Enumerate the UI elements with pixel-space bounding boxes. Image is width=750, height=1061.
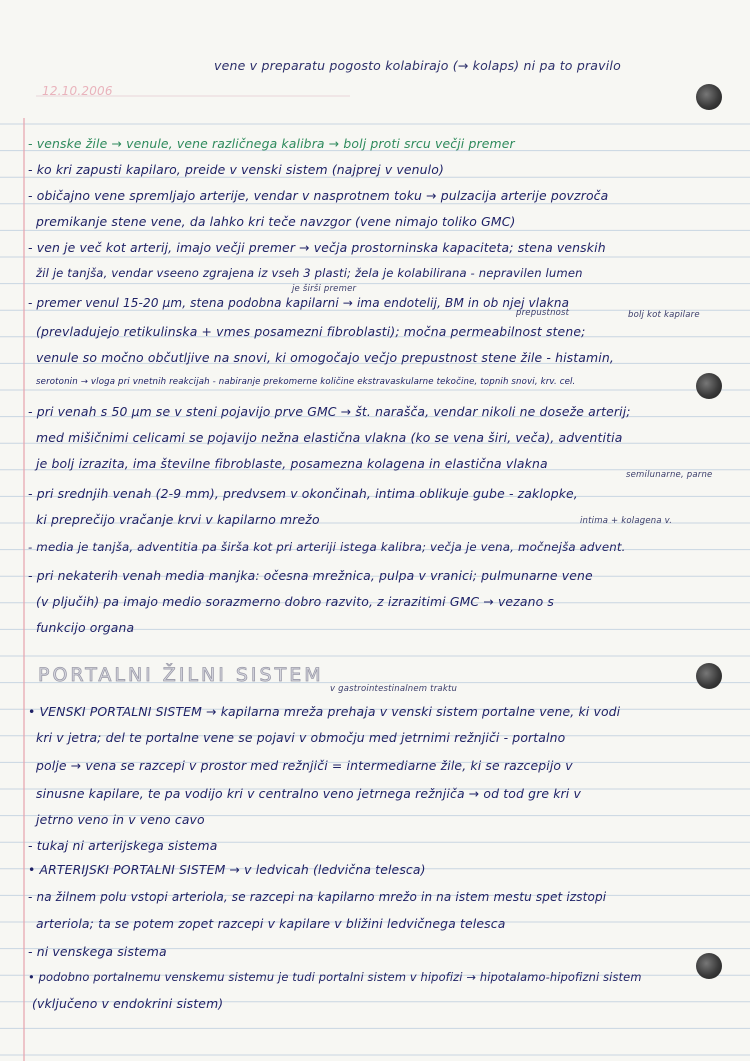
side-note: prepustnost — [516, 308, 570, 318]
note-line: jetrno veno in v veno cavo — [36, 812, 205, 827]
note-line: arteriola; ta se potem zopet razcepi v kapilare v bližini ledvičnega telesca — [36, 916, 506, 931]
section-title: PORTALNI ŽILNI SISTEM — [38, 664, 324, 686]
note-line: med mišičnimi celicami se pojavijo nežna elastična vlakna (ko se vena širi, veča), adventitia — [36, 430, 623, 445]
note-line: - pri nekaterih venah media manjka: očesna mrežnica, pulpa v vranici; pulmunarne vene — [28, 568, 593, 583]
note-line: - pri venah s 50 μm se v steni pojavijo prve GMC → št. narašča, vendar nikoli ne doseže arterij; — [28, 404, 631, 419]
side-note: semilunarne, parne — [626, 470, 713, 480]
side-note: bolj kot kapilare — [628, 310, 700, 320]
note-line: • podobno portalnemu venskemu sistemu je tudi portalni sistem v hipofizi → hipotalamo-hipofizni sistem — [28, 970, 642, 984]
note-line: venule so močno občutljive na snovi, ki omogočajo večjo prepustnost stene žile - histamin, — [36, 350, 614, 365]
note-line: - običajno vene spremljajo arterije, vendar v nasprotnem toku → pulzacija arterije povzroča — [28, 188, 609, 203]
binder-hole — [696, 953, 722, 979]
date: 12.10.2006 — [42, 84, 113, 98]
side-note: v gastrointestinalnem traktu — [330, 684, 458, 694]
note-line: premikanje stene vene, da lahko kri teče navzgor (vene nimajo toliko GMC) — [36, 214, 516, 229]
note-line: (prevladujejo retikulinska + vmes posamezni fibroblasti); močna permeabilnost stene; — [36, 324, 586, 339]
note-line: sinusne kapilare, te pa vodijo kri v centralno veno jetrnega režnjiča → od tod gre kri v — [36, 786, 581, 801]
note-line: - na žilnem polu vstopi arteriola, se razcepi na kapilarno mrežo in na istem mestu spet izstopi — [28, 890, 607, 904]
note-line: je bolj izrazita, ima številne fibroblaste, posamezna kolagena in elastična vlakna — [36, 456, 548, 471]
note-line: - media je tanjša, adventitia pa širša kot pri arteriji istega kalibra; večja je vena, močnejša advent. — [28, 540, 626, 554]
note-line: • VENSKI PORTALNI SISTEM → kapilarna mreža prehaja v venski sistem portalne vene, ki vodi — [28, 704, 621, 719]
side-note: intima + kolagena v. — [580, 516, 673, 526]
note-line: - venske žile → venule, vene različnega kalibra → bolj proti srcu večji premer — [28, 136, 515, 151]
note-line: ki preprečijo vračanje krvi v kapilarno mrežo — [36, 512, 320, 527]
note-line: (v pljučih) pa imajo medio sorazmerno dobro razvito, z izrazitimi GMC → vezano s — [36, 594, 555, 609]
note-line: žil je tanjša, vendar vseeno zgrajena iz vseh 3 plasti; žela je kolabilirana - nepravilen lumen — [36, 266, 583, 280]
side-note: je širši premer — [292, 284, 357, 294]
note-line: • ARTERIJSKI PORTALNI SISTEM → v ledvicah (ledvična telesca) — [28, 862, 426, 877]
top-note: vene v preparatu pogosto kolabirajo (→ kolaps) ni pa to pravilo — [214, 58, 621, 73]
note-line: - ven je več kot arterij, imajo večji premer → večja prostorninska kapaciteta; stena venskih — [28, 240, 606, 255]
note-line: kri v jetra; del te portalne vene se pojavi v območju med jetrnimi režnjiči - portalno — [36, 730, 566, 745]
binder-hole — [696, 663, 722, 689]
note-line: - ko kri zapusti kapilaro, preide v venski sistem (najprej v venulo) — [28, 162, 444, 177]
binder-hole — [696, 373, 722, 399]
note-line: - premer venul 15-20 μm, stena podobna kapilarni → ima endotelij, BM in ob njej vlakna — [28, 296, 570, 310]
note-line: - ni venskega sistema — [28, 944, 167, 959]
note-line: - pri srednjih venah (2-9 mm), predvsem v okončinah, intima oblikuje gube - zaklopke, — [28, 486, 578, 501]
note-line: funkcijo organa — [36, 620, 135, 635]
note-line: polje → vena se razcepi v prostor med režnjiči = intermediarne žile, ki se razcepijo v — [36, 758, 573, 773]
note-line: serotonin → vloga pri vnetnih reakcijah - nabiranje prekomerne količine ekstravaskularne tekočine, topnih snovi, krv. cel. — [36, 377, 576, 387]
note-line: (vključeno v endokrini sistem) — [32, 996, 224, 1011]
note-line: - tukaj ni arterijskega sistema — [28, 838, 218, 853]
binder-hole — [696, 84, 722, 110]
